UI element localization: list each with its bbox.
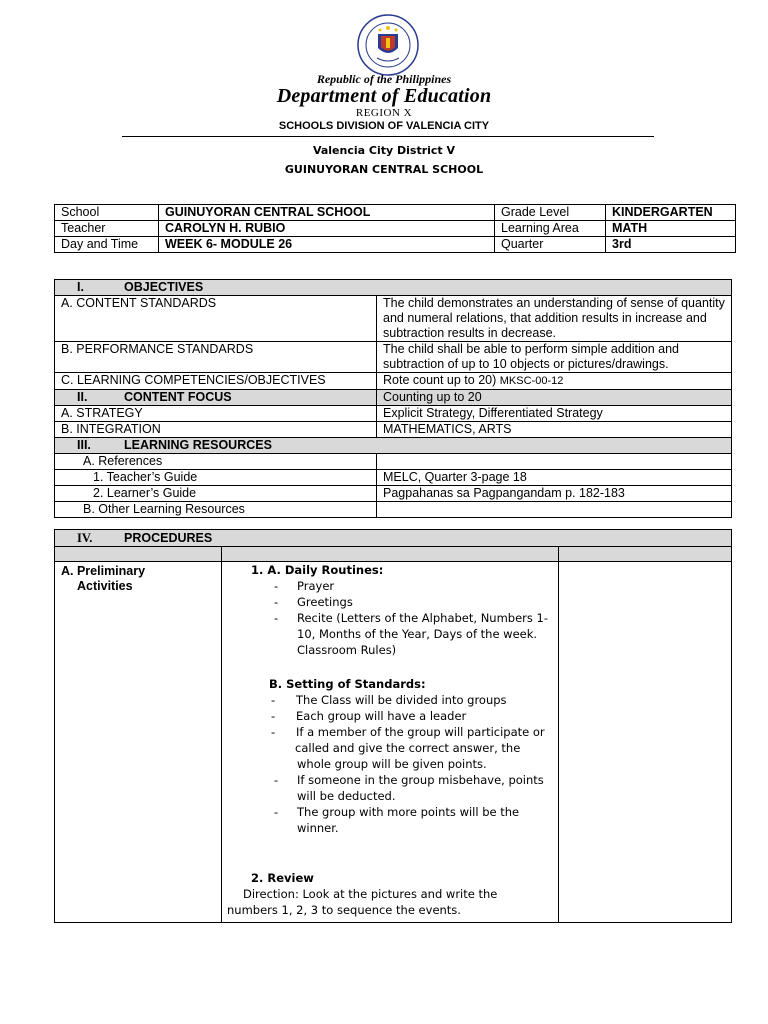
school-heading: GUINUYORAN CENTRAL SCHOOL (284, 163, 484, 176)
content-standards-row (55, 296, 732, 342)
content-standards-value: The child demonstrates an understanding of sense of quantity and numeral relations, that addition results in increase and subtraction results in decrease. (377, 296, 732, 342)
info-value: 3rd (606, 237, 736, 253)
info-row-day-time (55, 237, 736, 253)
list-item: - If a member of the group will participate or (271, 725, 545, 739)
learners-guide-row (55, 486, 732, 502)
info-row-teacher (55, 221, 736, 237)
list-item-cont: whole group will be given points. (297, 757, 487, 771)
list-item-cont: called and give the correct answer, the (295, 741, 521, 755)
teachers-guide-label: 1. Teacher’s Guide (55, 470, 377, 486)
daily-routines-title: 1. A. Daily Routines: (251, 563, 384, 577)
section-content-focus (55, 390, 732, 406)
review-title: 2. Review (251, 871, 314, 885)
section-objectives (55, 280, 732, 296)
references-row (55, 454, 732, 470)
info-value: GUINUYORAN CENTRAL SCHOOL (159, 205, 495, 221)
info-label: Day and Time (55, 237, 159, 253)
competencies-label: C. LEARNING COMPETENCIES/OBJECTIVES (55, 373, 377, 390)
performance-standards-label: B. PERFORMANCE STANDARDS (55, 342, 377, 373)
list-item: - Greetings (274, 595, 353, 609)
section-number: IV. (77, 531, 93, 545)
strategy-label: A. STRATEGY (55, 406, 377, 422)
list-item-cont: winner. (297, 821, 339, 835)
procedure-content (222, 562, 558, 918)
content-standards-label: A. CONTENT STANDARDS (55, 296, 377, 342)
content-focus-value: Counting up to 20 (377, 390, 732, 406)
learners-guide-value: Pagpahanas sa Pagpangandam p. 182-183 (377, 486, 732, 502)
list-item-cont: 10, Months of the Year, Days of the week. (297, 627, 538, 641)
teachers-guide-value: MELC, Quarter 3-page 18 (377, 470, 732, 486)
list-item: - Each group will have a leader (271, 709, 467, 723)
section-title: CONTENT FOCUS (124, 390, 232, 404)
other-resources-row (55, 502, 732, 518)
info-value: MATH (606, 221, 736, 237)
list-item: - The Class will be divided into groups (271, 693, 507, 707)
review-direction: Direction: Look at the pictures and write the (243, 887, 498, 901)
objectives-table (54, 279, 732, 518)
section-number: I. (77, 280, 84, 294)
section-title: OBJECTIVES (124, 280, 204, 294)
review-direction-cont: numbers 1, 2, 3 to sequence the events. (227, 903, 461, 917)
integration-label: B. INTEGRATION (55, 422, 377, 438)
region-heading: REGION X (355, 107, 413, 119)
strategy-value: Explicit Strategy, Differentiated Strategy (377, 406, 732, 422)
department-heading: Department of Education (276, 85, 492, 107)
list-item: - Prayer (274, 579, 335, 593)
integration-value: MATHEMATICS, ARTS (377, 422, 732, 438)
standards-title: B. Setting of Standards: (269, 677, 426, 691)
info-row-school (55, 205, 736, 221)
info-label: School (55, 205, 159, 221)
list-item-cont: Classroom Rules) (297, 643, 397, 657)
strategy-row (55, 406, 732, 422)
competencies-code: MKSC-00-12 (499, 375, 564, 387)
list-item-cont: will be deducted. (297, 789, 396, 803)
info-label: Quarter (495, 237, 606, 253)
prelim-label-line2: Activities (77, 579, 133, 593)
section-learning-resources (55, 438, 732, 454)
performance-standards-row (55, 342, 732, 373)
integration-row (55, 422, 732, 438)
competencies-row (55, 373, 732, 390)
section-procedures (55, 530, 732, 547)
section-number: II. (77, 390, 88, 404)
info-label: Teacher (55, 221, 159, 237)
prelim-label-line1: A. Preliminary (61, 564, 146, 578)
list-item: - The group with more points will be the (274, 805, 520, 819)
info-value: CAROLYN H. RUBIO (159, 221, 495, 237)
district-heading: Valencia City District V (312, 144, 456, 157)
references-label: A. References (55, 454, 377, 470)
competencies-value: Rote count up to 20) (383, 373, 497, 387)
learners-guide-label: 2. Learner’s Guide (55, 486, 377, 502)
procedures-header-row (55, 547, 732, 562)
preliminary-activities-row (55, 562, 732, 923)
republic-heading: Republic of the Philippines (316, 72, 452, 86)
section-title: LEARNING RESOURCES (124, 438, 272, 452)
division-heading: SCHOOLS DIVISION OF VALENCIA CITY (278, 120, 490, 132)
info-value: WEEK 6- MODULE 26 (159, 237, 495, 253)
section-number: III. (77, 438, 91, 452)
other-resources-label: B. Other Learning Resources (55, 502, 377, 518)
list-item: - Recite (Letters of the Alphabet, Numbers 1- (274, 611, 549, 625)
procedures-table (54, 529, 732, 923)
info-table (54, 204, 736, 253)
info-label: Learning Area (495, 221, 606, 237)
performance-standards-value: The child shall be able to perform simple addition and subtraction of up to 10 objects or pictures/drawings. (377, 342, 732, 373)
info-value: KINDERGARTEN (606, 205, 736, 221)
deped-seal (357, 14, 419, 76)
header-divider (122, 136, 654, 137)
teachers-guide-row (55, 470, 732, 486)
list-item: - If someone in the group misbehave, points (274, 773, 544, 787)
section-title: PROCEDURES (124, 531, 213, 545)
info-label: Grade Level (495, 205, 606, 221)
